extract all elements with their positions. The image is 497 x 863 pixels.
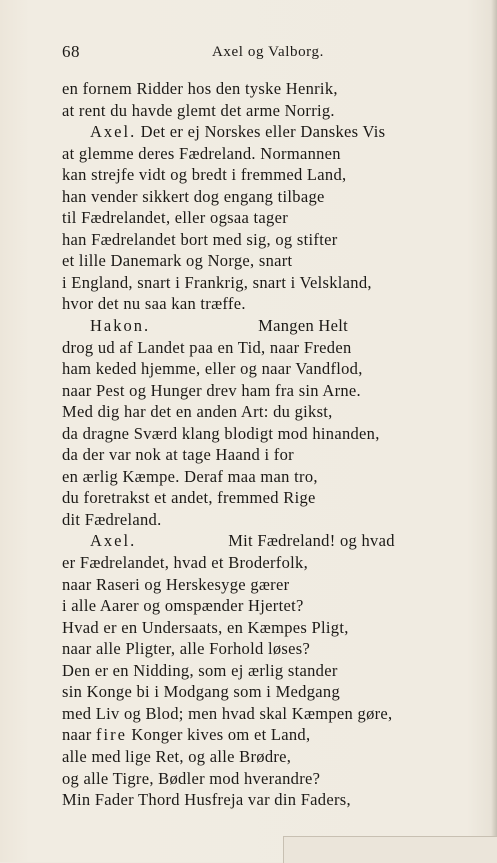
text-line: naar Raseri og Herskesyge gærer xyxy=(62,574,290,594)
next-page-edge xyxy=(283,836,497,863)
text-line: i England, snart i Frankrig, snart i Velskland, xyxy=(62,272,372,292)
speaker-name: Hakon. xyxy=(90,316,151,336)
text-line: en fornem Ridder hos den tyske Henrik, xyxy=(62,79,338,98)
text-line: da der var nok at tage Haand i for xyxy=(62,445,294,465)
speech-text: naar xyxy=(62,725,92,745)
play-text xyxy=(62,78,487,811)
text-line: er Fædrelandet, hvad et Broderfolk, xyxy=(62,553,309,573)
text-line xyxy=(62,530,487,552)
speech-text: Mit Fædreland! og hvad xyxy=(228,531,395,551)
text-line: Min Fader Thord Husfreja var din Faders, xyxy=(62,790,351,810)
text-line: da dragne Sværd klang blodigt mod hinanden, xyxy=(62,423,380,443)
text-line: Hvad er en Undersaats, en Kæmpes Pligt, xyxy=(62,617,349,637)
text-line xyxy=(62,315,487,337)
text-line: at glemme deres Fædreland. Normannen xyxy=(62,143,341,163)
text-line: du foretrakst et andet, fremmed Rige xyxy=(62,488,316,508)
speaker-name: Axel. xyxy=(90,122,137,142)
text-line: ham keded hjemme, eller og naar Vandflod, xyxy=(62,359,363,379)
text-line: i alle Aarer og omspænder Hjertet? xyxy=(62,596,304,616)
text-line: Med dig har det en anden Art: du gikst, xyxy=(62,402,333,422)
text-line: drog ud af Landet paa en Tid, naar Freden xyxy=(62,337,352,357)
text-line: kan strejfe vidt og bredt i fremmed Land, xyxy=(62,165,347,185)
text-line: alle med lige Ret, og alle Brødre, xyxy=(62,746,292,766)
text-line: naar alle Pligter, alle Forhold løses? xyxy=(62,639,311,659)
text-line xyxy=(62,724,487,746)
text-line: at rent du havde glemt det arme Norrig. xyxy=(62,100,335,120)
running-title: Axel og Valborg. xyxy=(212,44,324,60)
text-line: han Fædrelandet bort med sig, og stifter xyxy=(62,229,338,249)
speech-text: Konger kives om et Land, xyxy=(131,725,311,745)
text-line: og alle Tigre, Bødler mod hverandre? xyxy=(62,768,321,788)
speech-text: Det er ej Norskes eller Danskes Vis xyxy=(140,122,386,142)
text-line: et lille Danemark og Norge, snart xyxy=(62,251,293,271)
text-line: hvor det nu saa kan træffe. xyxy=(62,294,246,314)
text-line xyxy=(62,121,487,143)
text-line: dit Fædreland. xyxy=(62,509,162,529)
text-line: sin Konge bi i Modgang som i Medgang xyxy=(62,682,340,702)
text-line: han vender sikkert dog engang tilbage xyxy=(62,186,325,206)
emphasized-word: fire xyxy=(96,725,127,745)
text-line: Den er en Nidding, som ej ærlig stander xyxy=(62,660,338,680)
text-line: naar Pest og Hunger drev ham fra sin Arne. xyxy=(62,380,361,400)
page-edge-shadow xyxy=(491,0,497,862)
page-header xyxy=(62,42,402,64)
page-number: 68 xyxy=(62,42,80,61)
speaker-name: Axel. xyxy=(90,531,137,551)
text-line: en ærlig Kæmpe. Deraf maa man tro, xyxy=(62,466,318,486)
text-line: til Fædrelandet, eller ogsaa tager xyxy=(62,208,288,228)
text-line: med Liv og Blod; men hvad skal Kæmpen gøre, xyxy=(62,703,393,723)
speech-text: Mangen Helt xyxy=(258,316,349,336)
